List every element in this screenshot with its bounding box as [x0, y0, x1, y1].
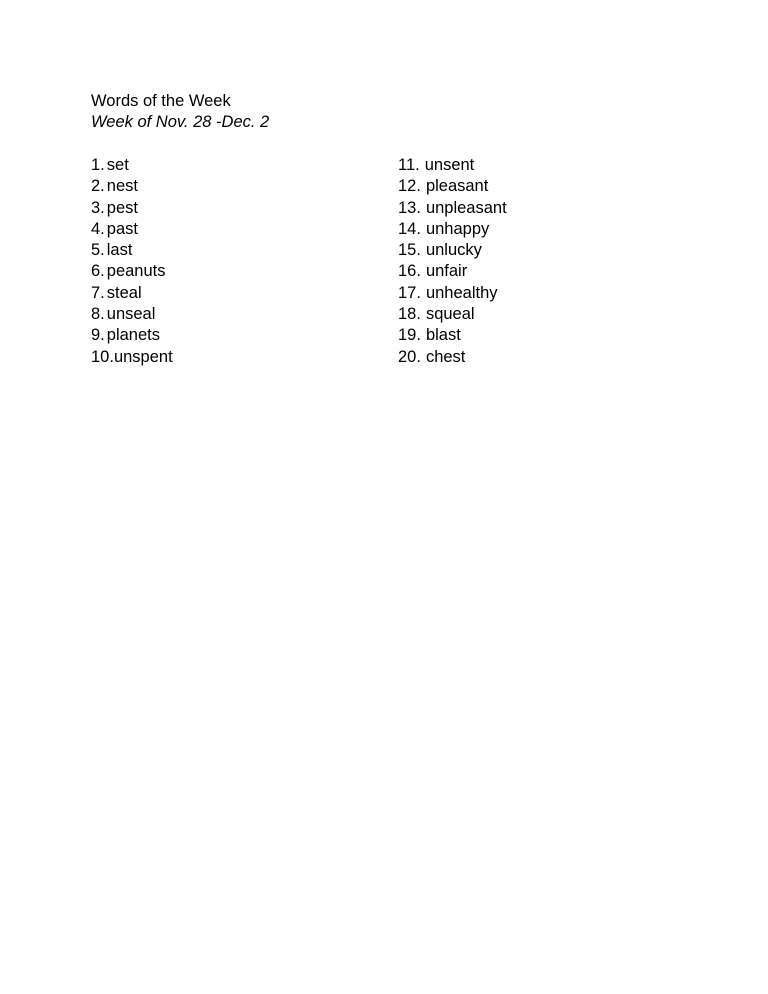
item-word: chest — [425, 347, 466, 366]
list-item — [398, 155, 507, 176]
item-word: past — [106, 219, 138, 238]
item-word: unpleasant — [425, 198, 507, 217]
list-item — [91, 261, 173, 282]
item-number: 2. — [91, 177, 105, 196]
item-number: 20. — [398, 347, 421, 366]
item-word: nest — [106, 177, 138, 196]
item-number: 19. — [398, 326, 421, 345]
item-number: 3. — [91, 198, 105, 217]
item-word: unfair — [425, 262, 468, 281]
item-word: unseal — [106, 305, 156, 324]
list-item — [398, 261, 507, 282]
list-item — [91, 347, 173, 368]
item-word: peanuts — [106, 262, 166, 281]
item-number: 11. — [398, 156, 420, 174]
list-item — [91, 155, 173, 176]
item-word: squeal — [425, 305, 475, 324]
list-item — [91, 219, 173, 240]
list-item — [91, 240, 173, 261]
item-number: 1. — [91, 156, 105, 174]
item-number: 8. — [91, 305, 105, 324]
item-word: last — [106, 241, 133, 260]
list-item — [398, 198, 507, 219]
list-item — [398, 219, 507, 240]
item-number: 17. — [398, 283, 421, 302]
item-word: unhealthy — [425, 283, 498, 302]
list-item — [91, 176, 173, 197]
item-word: set — [106, 156, 129, 174]
list-item — [398, 283, 507, 304]
list-item — [398, 176, 507, 197]
word-list-right — [398, 155, 507, 368]
list-item — [398, 240, 507, 261]
item-word: unspent — [113, 347, 173, 366]
item-number: 14. — [398, 219, 421, 238]
item-word: planets — [106, 326, 160, 345]
item-word: blast — [425, 326, 461, 345]
item-number: 6. — [91, 262, 105, 281]
list-item — [398, 347, 507, 368]
list-item — [398, 304, 507, 325]
item-number: 16. — [398, 262, 421, 281]
item-number: 4. — [91, 219, 105, 238]
item-number: 13. — [398, 198, 421, 217]
list-item — [91, 304, 173, 325]
item-word: pleasant — [425, 177, 489, 196]
item-number: 7. — [91, 283, 105, 302]
item-word: pest — [106, 198, 138, 217]
item-number: 10. — [91, 347, 114, 366]
list-item — [398, 325, 507, 346]
list-item — [91, 325, 173, 346]
item-number: 5. — [91, 241, 105, 260]
item-number: 12. — [398, 177, 421, 196]
page-title: Words of the Week — [91, 92, 231, 110]
list-item — [91, 198, 173, 219]
item-number: 15. — [398, 241, 421, 260]
item-word: steal — [106, 283, 142, 302]
word-list-left — [91, 155, 173, 368]
item-number: 18. — [398, 305, 421, 324]
page-subtitle: Week of Nov. 28 -Dec. 2 — [91, 113, 270, 131]
item-number: 9. — [91, 326, 105, 345]
item-word: unlucky — [425, 241, 482, 260]
item-word: unsent — [424, 156, 475, 174]
item-word: unhappy — [425, 219, 490, 238]
list-item — [91, 283, 173, 304]
